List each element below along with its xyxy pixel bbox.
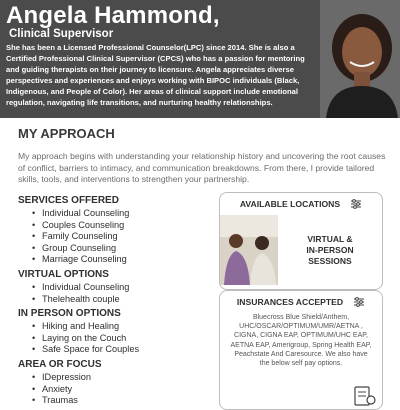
document-seal-icon bbox=[352, 385, 378, 407]
insurances-title: INSURANCES ACCEPTED bbox=[236, 297, 344, 307]
list-item: • Individual Counseling bbox=[18, 282, 208, 294]
locations-card bbox=[219, 192, 383, 290]
locations-text bbox=[278, 215, 382, 285]
list-item: • Thelehealth couple bbox=[18, 294, 208, 306]
virtual-list bbox=[18, 282, 208, 305]
section-title-services: SERVICES OFFERED bbox=[18, 195, 119, 206]
list-item: • Individual Counseling bbox=[18, 208, 208, 220]
locations-line-2: IN-PERSON bbox=[306, 244, 354, 255]
locations-card-header bbox=[220, 193, 382, 215]
section-title-in-person: IN PERSON OPTIONS bbox=[18, 308, 121, 320]
insurances-card-header bbox=[220, 291, 382, 313]
session-photo bbox=[220, 215, 278, 285]
list-item: • Laying on the Couch bbox=[18, 333, 208, 345]
focus-list bbox=[18, 372, 208, 407]
approach-paragraph: My approach begins with understanding your relationship history and uncovering the root causes of conflict, barriers to intimacy, and communication breakdowns. From there, I provide tailored skills, tools, and interventions to strengthen your partnership. bbox=[18, 151, 386, 184]
list-item: • Family Counseling bbox=[18, 231, 208, 243]
locations-card-body bbox=[220, 215, 382, 285]
profile-photo bbox=[320, 0, 400, 118]
header-band bbox=[0, 0, 400, 118]
section-title-virtual: VIRTUAL OPTIONS bbox=[18, 268, 109, 280]
service-lists bbox=[18, 194, 208, 409]
list-item: • Traumas bbox=[18, 395, 208, 407]
in-person-list bbox=[18, 321, 208, 356]
bio-text: She has been a Licensed Professional Counselor(LPC) since 2014. She is also a Certified Professional Clinical Supervisor (CPCS) who has a passion for mentoring and guiding therapists on their journey to licensure. Angela appreciates diverse perspectives and experiences and enjoys working with BIPOC individuals (Black, Indigenous, and People of Color). Her areas of clinical support include emotional regulation, navigating life transitions, and nurturing healthy relationships. bbox=[6, 43, 305, 107]
page-title: Angela Hammond, bbox=[6, 2, 220, 29]
locations-line-3: SESSIONS bbox=[308, 255, 352, 266]
section-title-approach: MY APPROACH bbox=[18, 126, 115, 141]
locations-title: AVAILABLE LOCATIONS bbox=[239, 199, 341, 209]
list-item: • Safe Space for Couples bbox=[18, 344, 208, 356]
sliders-icon bbox=[353, 296, 365, 308]
list-item: • Group Counseling bbox=[18, 243, 208, 255]
services-list bbox=[18, 208, 208, 266]
subtitle-role: Clinical Supervisor bbox=[9, 28, 114, 40]
insurances-card bbox=[219, 290, 383, 410]
list-item: • Marriage Counseling bbox=[18, 254, 208, 266]
section-title-focus: AREA OR FOCUS bbox=[18, 358, 102, 370]
insurances-text: Bluecross Blue Shield/Anthem, UHC/OSCAR/OPTIMUM/UMR/AETNA , CIGNA, CIGNA EAP, OPTIMUM/UHC EAP, AETNA EAP, Amerigroup, Spring Health EAP, Peachstate And Caresource. We also have the below self pay options. bbox=[230, 314, 372, 368]
list-item: • Hiking and Healing bbox=[18, 321, 208, 333]
list-item: • Couples Counseling bbox=[18, 220, 208, 232]
sliders-icon bbox=[350, 198, 362, 210]
list-item: • IDepression bbox=[18, 372, 208, 384]
list-item: • Anxiety bbox=[18, 384, 208, 396]
locations-line-1: VIRTUAL & bbox=[307, 233, 353, 244]
